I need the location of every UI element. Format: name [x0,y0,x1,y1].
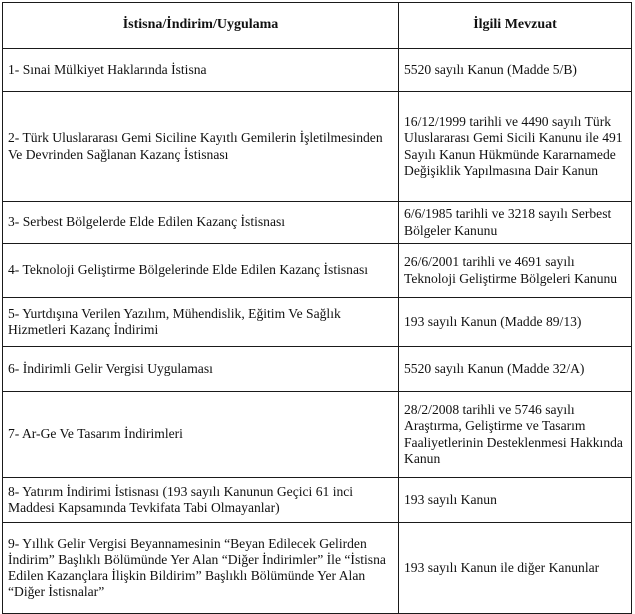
row-law-cell: 16/12/1999 tarihli ve 4490 sayılı Türk Uluslararası Gemi Sicili Kanunu ile 491 Sayılı Kanun Hükmünde Kararnamede Değişiklik Yapılmasına Dair Kanun [399,92,632,202]
header-legislation: İlgili Mevzuat [399,3,632,49]
row-law-cell: 26/6/2001 tarihli ve 4691 sayılı Teknoloji Geliştirme Bölgeleri Kanunu [399,244,632,298]
row-law-cell: 6/6/1985 tarihli ve 3218 sayılı Serbest Bölgeler Kanunu [399,202,632,244]
table-row [3,523,632,614]
row-item-cell: 6- İndirimli Gelir Vergisi Uygulaması [3,347,399,392]
row-law-cell: 5520 sayılı Kanun (Madde 32/A) [399,347,632,392]
exemptions-table [2,2,632,614]
table-row [3,92,632,202]
table-row [3,298,632,347]
header-exemption: İstisna/İndirim/Uygulama [3,3,399,49]
row-item-cell: 2- Türk Uluslararası Gemi Siciline Kayıtlı Gemilerin İşletilmesinden Ve Devrinden Sağlanan Kazanç İstisnası [3,92,399,202]
table-row [3,244,632,298]
table-header-row [3,3,632,49]
table-row [3,347,632,392]
table-row [3,202,632,244]
row-law-cell: 193 sayılı Kanun (Madde 89/13) [399,298,632,347]
row-item-cell: 4- Teknoloji Geliştirme Bölgelerinde Elde Edilen Kazanç İstisnası [3,244,399,298]
table-row [3,392,632,478]
row-item-cell: 3- Serbest Bölgelerde Elde Edilen Kazanç İstisnası [3,202,399,244]
row-law-cell: 5520 sayılı Kanun (Madde 5/B) [399,49,632,92]
row-item-cell: 9- Yıllık Gelir Vergisi Beyannamesinin “Beyan Edilecek Gelirden İndirim” Başlıklı Bölümünde Yer Alan “Diğer İndirimler” İle “İstisna Edilen Kazançlara İlişkin Bildirim” Başlıklı Bölümünde Yer Alan “Diğer İstisnalar” [3,523,399,614]
table-row [3,49,632,92]
row-law-cell: 193 sayılı Kanun [399,478,632,523]
table-row [3,478,632,523]
row-law-cell: 193 sayılı Kanun ile diğer Kanunlar [399,523,632,614]
row-item-cell: 1- Sınai Mülkiyet Haklarında İstisna [3,49,399,92]
row-item-cell: 7- Ar-Ge Ve Tasarım İndirimleri [3,392,399,478]
row-law-cell: 28/2/2008 tarihli ve 5746 sayılı Araştırma, Geliştirme ve Tasarım Faaliyetlerinin Desteklenmesi Hakkında Kanun [399,392,632,478]
row-item-cell: 5- Yurtdışına Verilen Yazılım, Mühendislik, Eğitim Ve Sağlık Hizmetleri Kazanç İndirimi [3,298,399,347]
row-item-cell: 8- Yatırım İndirimi İstisnası (193 sayılı Kanunun Geçici 61 inci Maddesi Kapsamında Tevkifata Tabi Olmayanlar) [3,478,399,523]
